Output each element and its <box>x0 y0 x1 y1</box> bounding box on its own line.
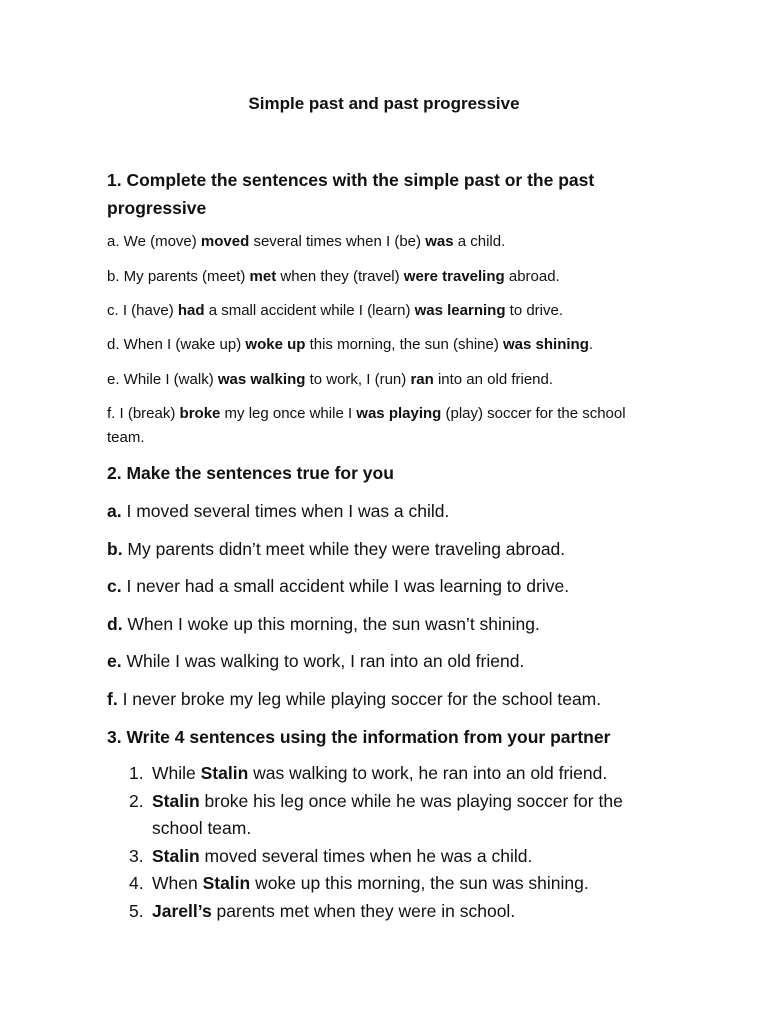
bold-text: was shining <box>503 336 589 353</box>
bold-text: was playing <box>356 405 442 422</box>
bold-text: ran <box>410 371 434 388</box>
text-run: When <box>152 873 203 893</box>
list-number: 4. <box>129 873 144 893</box>
bold-text: a. <box>107 501 122 521</box>
text-run: a small accident while I (learn) <box>204 302 415 319</box>
bold-text: was learning <box>414 302 506 319</box>
text-run: When I woke up this morning, the sun wasn’t shining. <box>122 614 540 634</box>
text-run: woke up this morning, the sun was shining. <box>250 873 589 893</box>
section2-item-d <box>107 611 687 637</box>
text-run: moved several times when he was a child. <box>199 845 533 866</box>
section1-item-e <box>107 368 667 392</box>
list-number: 1. <box>129 763 144 783</box>
text-run: . <box>588 336 594 353</box>
bold-text: b. <box>107 539 123 559</box>
bold-text: woke up <box>245 336 306 353</box>
list-text <box>152 873 589 893</box>
text-run: While I was walking to work, I ran into an old friend. <box>121 651 525 671</box>
list-text <box>152 846 532 866</box>
list-item <box>107 870 667 898</box>
text-run: broke his leg once while he was playing soccer for the school team. <box>152 790 623 838</box>
list-item <box>107 898 667 926</box>
text-run: when they (travel) <box>276 268 404 285</box>
list-item <box>107 760 667 788</box>
section2-item-f <box>107 686 687 712</box>
section1-item-f <box>107 402 662 450</box>
section2-item-b <box>107 536 687 562</box>
list-text <box>152 791 623 839</box>
section1-item-b <box>107 265 667 289</box>
bold-text: d. <box>107 614 123 634</box>
bold-text: broke <box>179 405 221 422</box>
bold-text: was <box>425 233 454 250</box>
text-run: f. I (break) <box>107 405 180 422</box>
text-run: d. When I (wake up) <box>107 336 246 353</box>
text-run: a child. <box>453 233 506 250</box>
bold-text: c. <box>107 576 122 596</box>
text-run: into an old friend. <box>433 371 554 388</box>
section2-heading: 2. Make the sentences true for you <box>107 463 394 483</box>
bold-text: e. <box>107 651 122 671</box>
text-run: to drive. <box>505 302 564 319</box>
text-run: My parents didn’t meet while they were traveling abroad. <box>122 539 566 559</box>
text-run: I moved several times when I was a child. <box>121 501 450 521</box>
bold-text: Stalin <box>202 873 251 893</box>
list-text <box>152 901 515 921</box>
text-run: a. We (move) <box>107 233 201 250</box>
list-text <box>152 763 607 783</box>
text-run: my leg once while I <box>220 405 357 422</box>
bold-text: Stalin <box>152 790 200 811</box>
section2-item-e <box>107 648 687 674</box>
section1-item-a <box>107 230 667 254</box>
bold-text: met <box>249 268 277 285</box>
text-run: abroad. <box>504 268 560 285</box>
bold-text: were traveling <box>403 268 505 285</box>
list-number: 3. <box>129 845 144 866</box>
section3-list <box>107 760 667 925</box>
text-run: parents met when they were in school. <box>211 900 516 921</box>
text-run: to work, I (run) <box>305 371 411 388</box>
section1-item-d <box>107 333 667 357</box>
bold-text: had <box>177 302 205 319</box>
text-run: While <box>152 763 201 783</box>
bold-text: was walking <box>217 371 306 388</box>
text-run: this morning, the sun (shine) <box>305 336 504 353</box>
section2-item-a <box>107 498 687 524</box>
bold-text: f. <box>107 689 118 709</box>
text-run: I never had a small accident while I was learning to drive. <box>121 576 570 596</box>
text-run: b. My parents (meet) <box>107 268 250 285</box>
list-number: 2. <box>129 790 144 811</box>
section3-heading: 3. Write 4 sentences using the information from your partner <box>107 727 611 747</box>
list-number: 5. <box>129 900 144 921</box>
document-title: Simple past and past progressive <box>248 94 520 113</box>
bold-text: Stalin <box>200 763 249 783</box>
bold-text: Jarell’s <box>152 900 212 921</box>
section1-heading: 1. Complete the sentences with the simple past or the past progressive <box>107 170 595 218</box>
text-run: e. While I (walk) <box>107 371 218 388</box>
section2-item-c <box>107 573 687 599</box>
text-run: (play) soccer for the school team. <box>107 405 626 446</box>
text-run: several times when I (be) <box>249 233 426 250</box>
section1-item-c <box>107 299 667 323</box>
list-item <box>107 788 667 843</box>
text-run: I never broke my leg while playing soccer for the school team. <box>117 689 602 709</box>
bold-text: Stalin <box>152 845 200 866</box>
bold-text: moved <box>200 233 250 250</box>
list-item <box>107 843 667 871</box>
text-run: c. I (have) <box>107 302 178 319</box>
text-run: was walking to work, he ran into an old friend. <box>248 763 608 783</box>
